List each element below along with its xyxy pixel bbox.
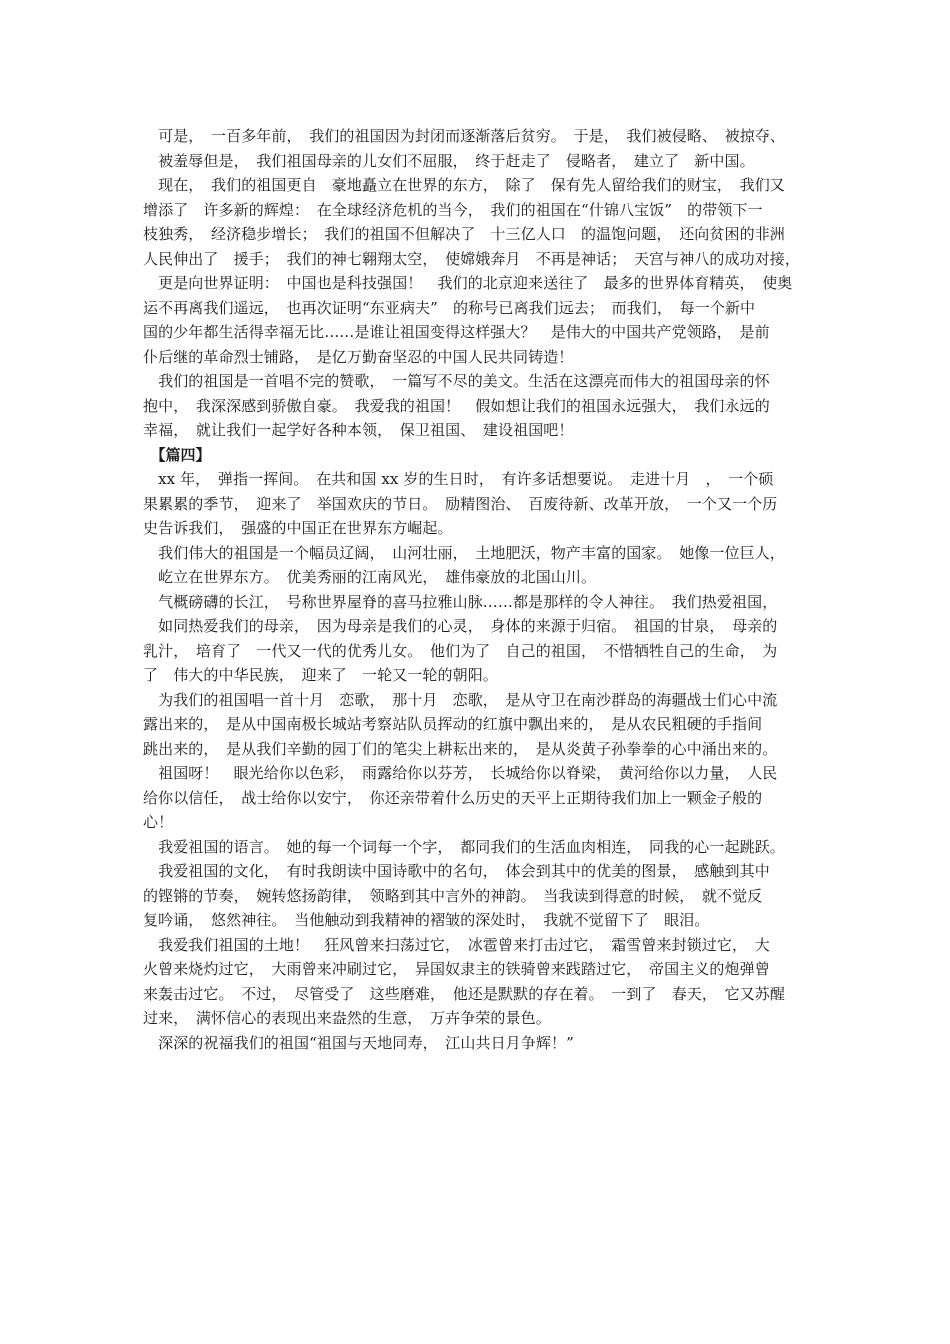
- text-line: 更是向世界证明： 中国也是科技强国！ 我们的北京迎来送往了 最多的世界体育精英， 使奥: [143, 274, 793, 292]
- text-line: 我爱我们祖国的土地！ 狂风曾来扫荡过它， 冰雹曾来打击过它， 霜雪曾来封锁过它， 大: [143, 935, 770, 954]
- text-line: 我爱祖国的语言。 她的每一个词每一个字， 都同我们的生活血肉相连， 同我的心一起跳跃。: [143, 837, 785, 856]
- text-line: 枝独秀， 经济稳步增长； 我们的祖国不但解决了 十三亿人口 的温饱问题， 还向贫困的非洲: [143, 225, 785, 243]
- text-line: 仆后继的革命烈士铺路， 是亿万勤奋坚忍的中国人民共同铸造！: [143, 347, 574, 366]
- text-line: 人民伸出了 援手； 我们的神七翱翔太空， 使嫦娥奔月 不再是神话； 天宫与神八的成功对接，: [143, 249, 801, 268]
- section-heading: 【篇四】: [143, 445, 211, 464]
- text-line: 可是， 一百多年前， 我们的祖国因为封闭而逐渐落后贫穷。 于是， 我们被侵略、 被掠夺、: [143, 127, 786, 145]
- text-line: 我爱祖国的文化， 有时我朗读中国诗歌中的名句， 体会到其中的优美的图景， 感触到其中: [143, 862, 770, 880]
- text-line: 史告诉我们， 强盛的中国正在世界东方崛起。: [143, 519, 453, 537]
- text-line: 增添了 许多新的辉煌： 在全球经济危机的当今， 我们的祖国在“什锦八宝饭” 的带领下一: [143, 200, 763, 219]
- text-line: 了 伟大的中华民族， 迎来了 一轮又一轮的朝阳。: [143, 666, 498, 684]
- text-line: 跳出来的， 是从我们辛勤的园丁们的笔尖上耕耘出来的， 是从炎黄子孙拳拳的心中涌出来的。: [143, 739, 778, 758]
- text-line: 我们的祖国是一首唱不完的赞歌， 一篇写不尽的美文。生活在这漂亮而伟大的祖国母亲的怀: [143, 372, 770, 390]
- text-line: 心！: [143, 813, 174, 831]
- text-line: 被羞辱但是， 我们祖国母亲的儿女们不屈服， 终于赶走了 侵略者， 建立了 新中国。: [143, 151, 755, 170]
- text-line: 气概磅礴的长江， 号称世界屋脊的喜马拉雅山脉……都是那样的令人神往。 我们热爱祖国，: [143, 592, 778, 611]
- text-line: 乳汁， 培育了 一代又一代的优秀儿女。 他们为了 自己的祖国， 不惜牺牲自己的生命， 为: [143, 641, 778, 660]
- text-line: 运不再离我们遥远， 也再次证明“东亚病夫” 的称号已离我们远去； 而我们， 每一个新中: [143, 298, 756, 317]
- text-line: 如同热爱我们的母亲， 因为母亲是我们的心灵， 身体的来源于归宿。 祖国的甘泉， 母亲的: [143, 617, 778, 635]
- text-line: 幸福， 就让我们一起学好各种本领， 保卫祖国、 建设祖国吧！: [143, 421, 574, 439]
- text-line: 露出来的， 是从中国南极长城站考察站队员挥动的红旗中飘出来的， 是从农民粗硬的手指间: [143, 715, 763, 733]
- text-line: 现在， 我们的祖国更自 豪地矗立在世界的东方， 除了 保有先人留给我们的财宝， 我们又: [143, 176, 785, 194]
- text-line: xx 年， 弹指一挥间。 在共和国 xx 岁的生日时， 有许多话想要说。 走进十月 ， 一个硕: [143, 470, 774, 488]
- text-line: 给你以信任， 战士给你以安宁， 你还亲带着什么历史的天平上正期待我们加上一颗金子般的: [143, 788, 763, 807]
- document-body: [143, 124, 819, 1055]
- text-line: 过来， 满怀信心的表现出来盎然的生意， 万卉争荣的景色。: [143, 1009, 551, 1027]
- text-line: 屹立在世界东方。 优美秀丽的江南风光， 雄伟豪放的北国山川。: [143, 568, 597, 586]
- text-line: 国的少年都生活得幸福无比……是谁让祖国变得这样强大？ 是伟大的中国共产党领路， 是前: [143, 323, 770, 341]
- text-line: 为我们的祖国唱一首十月 恋歌， 那十月 恋歌， 是从守卫在南沙群岛的海疆战士们心中流: [143, 690, 778, 709]
- text-line: 抱中， 我深深感到骄傲自豪。 我爱我的祖国！ 假如想让我们的祖国永远强大， 我们永远的: [143, 396, 770, 415]
- text-line: 我们伟大的祖国是一个幅员辽阔， 山河壮丽， 土地肥沃，物产丰富的国家。 她像一位巨人，: [143, 543, 785, 562]
- text-line: 深深的祝福我们的祖国“祖国与天地同寿， 江山共日月争辉！”: [143, 1033, 574, 1052]
- text-line: 复吟诵， 悠然神往。 当他触动到我精神的褶皱的深处时， 我就不觉留下了 眼泪。: [143, 911, 710, 929]
- text-line: 火曾来烧灼过它， 大雨曾来冲刷过它， 异国奴隶主的铁骑曾来践踏过它， 帝国主义的炮弹曾: [143, 960, 770, 978]
- text-line: 来轰击过它。 不过， 尽管受了 这些磨难， 他还是默默的存在着。 一到了 春天， 它又苏醒: [143, 984, 786, 1003]
- text-line: 果累累的季节， 迎来了 举国欢庆的节日。 励精图治、 百废待新、改革开放， 一个又一个历: [143, 494, 778, 513]
- text-line: 的铿锵的节奏， 婉转悠扬韵律， 领略到其中言外的神韵。 当我读到得意的时候， 就不觉反: [143, 886, 763, 905]
- text-line: 祖国呀！ 眼光给你以色彩， 雨露给你以芬芳， 长城给你以脊梁， 黄河给你以力量， 人民: [143, 764, 778, 782]
